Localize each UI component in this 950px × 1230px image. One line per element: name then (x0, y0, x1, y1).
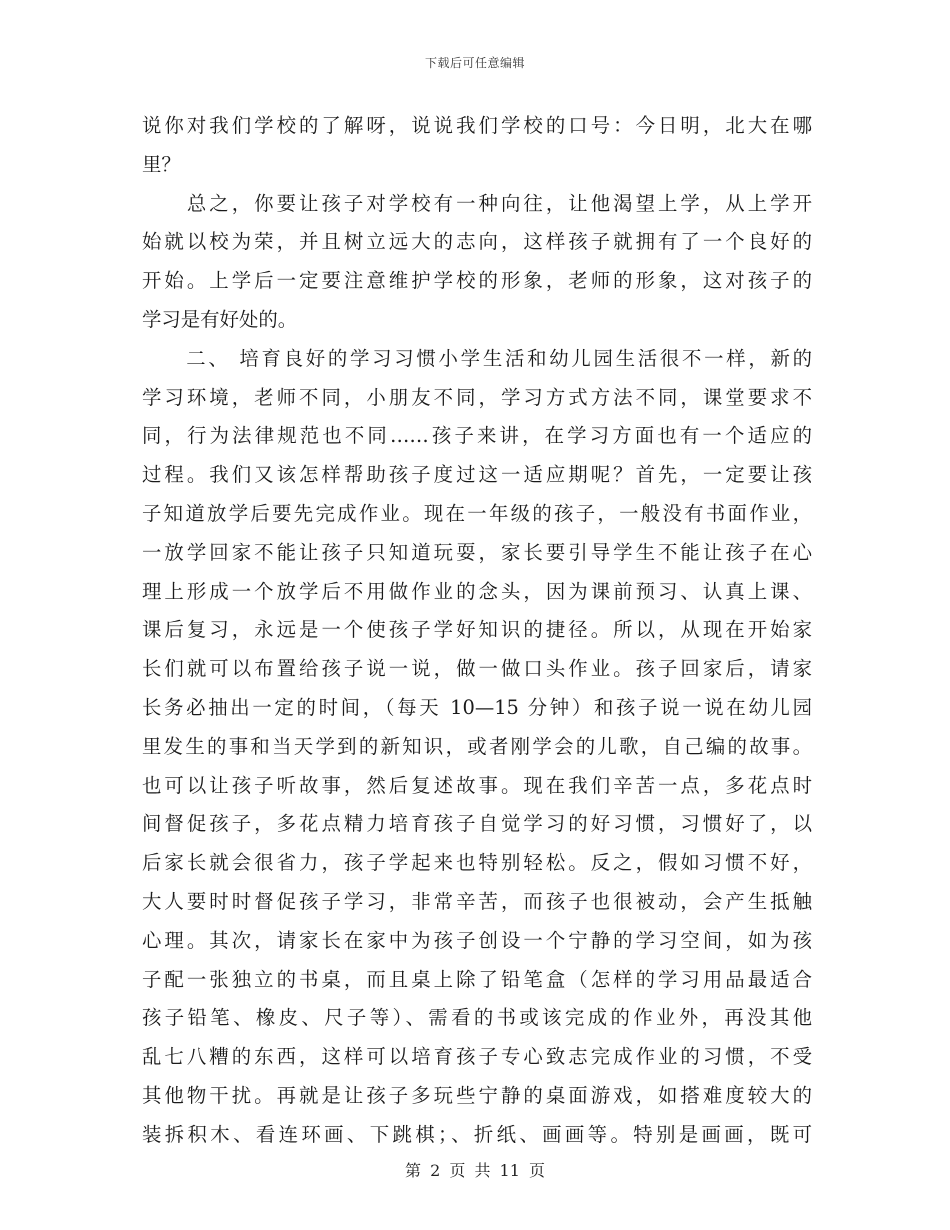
text-line: 间督促孩子，多花点精力培育孩子自觉学习的好习惯，习惯好了，以 (142, 812, 812, 836)
text-line: 长们就可以布置给孩子说一说，做一做口头作业。孩子回家后，请家 (142, 657, 812, 681)
text-line: 学习环境，老师不同，小朋友不同，学习方式方法不同，课堂要求不 (142, 385, 812, 409)
text-line: 后家长就会很省力，孩子学起来也特别轻松。反之，假如习惯不好， (142, 851, 812, 875)
text-line: 也可以让孩子听故事，然后复述故事。现在我们辛苦一点，多花点时 (142, 773, 812, 797)
text-line: 装拆积木、看连环画、下跳棋；、折纸、画画等。特别是画画，既可 (142, 1122, 812, 1146)
document-body (142, 107, 812, 1155)
text-line: 过程。我们又该怎样帮助孩子度过这一适应期呢？首先，一定要让孩 (142, 463, 812, 487)
text-line: 说你对我们学校的了解呀，说说我们学校的口号：今日明，北大在哪 (142, 114, 812, 137)
text-line: 乱七八糟的东西，这样可以培育孩子专心致志完成作业的习惯，不受 (142, 1045, 812, 1069)
text-line: 同，行为法律规范也不同……孩子来讲，在学习方面也有一个适应的 (142, 424, 812, 448)
text-line: 学习是有好处的。 (142, 307, 298, 331)
text-line: 大人要时时督促孩子学习，非常辛苦，而孩子也很被动，会产生抵触 (142, 889, 812, 913)
text-line: 总之，你要让孩子对学校有一种向往，让他渴望上学，从上学开 (142, 191, 812, 215)
text-line: 开始。上学后一定要注意维护学校的形象，老师的形象，这对孩子的 (142, 269, 812, 293)
text-line: 始就以校为荣，并且树立远大的志向，这样孩子就拥有了一个良好的 (142, 230, 812, 254)
text-line: 子知道放学后要先完成作业。现在一年级的孩子，一般没有书面作业， (142, 501, 812, 525)
page-header: 下载后可任意编辑 (424, 56, 525, 70)
text-line: 里发生的事和当天学到的新知识，或者刚学会的儿歌，自己编的故事。 (142, 734, 812, 758)
text-line: 二、 培育良好的学习习惯小学生活和幼儿园生活很不一样，新的 (142, 346, 812, 370)
text-line: 里？ (142, 152, 181, 176)
text-line: 一放学回家不能让孩子只知道玩耍，家长要引导学生不能让孩子在心 (142, 540, 812, 564)
text-line: 子配一张独立的书桌，而且桌上除了铅笔盒（怎样的学习用品最适合 (142, 967, 812, 991)
text-line: 孩子铅笔、橡皮、尺子等）、需看的书或该完成的作业外，再没其他 (142, 1006, 812, 1030)
text-line: 心理。其次，请家长在家中为孩子创设一个宁静的学习空间，如为孩 (142, 928, 812, 952)
page-number-footer: 第 2 页 共 11 页 (405, 1161, 545, 1180)
text-line: 课后复习，永远是一个使孩子学好知识的捷径。所以，从现在开始家 (142, 618, 812, 642)
text-line: 其他物干扰。再就是让孩子多玩些宁静的桌面游戏，如搭难度较大的 (142, 1083, 812, 1107)
text-line: 长务必抽出一定的时间，（每天 10—15 分钟）和孩子说一说在幼儿园 (142, 695, 812, 719)
text-line: 理上形成一个放学后不用做作业的念头，因为课前预习、认真上课、 (142, 579, 812, 603)
